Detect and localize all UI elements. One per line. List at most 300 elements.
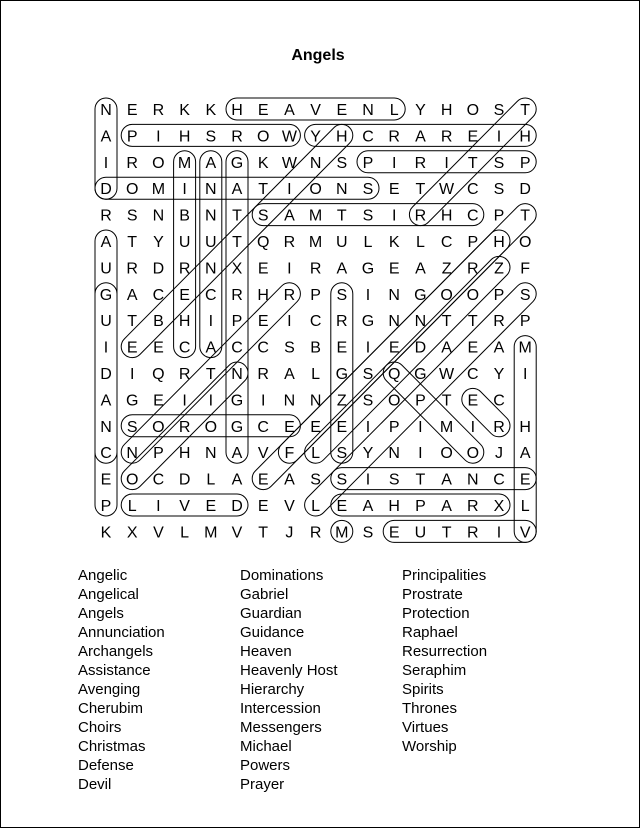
grid-letter: K — [100, 524, 112, 542]
grid-letter: G — [361, 260, 375, 278]
word-list-item: Guardian — [240, 605, 302, 622]
grid-letter: M — [308, 207, 323, 225]
grid-letter: B — [153, 313, 164, 331]
word-list-item: Defense — [78, 757, 134, 774]
grid-letter: T — [467, 313, 478, 331]
grid-letter: E — [179, 286, 190, 304]
grid-letter: A — [100, 392, 112, 410]
grid-letter: D — [231, 498, 243, 515]
grid-letter: E — [284, 418, 295, 436]
grid-letter: B — [310, 339, 321, 357]
word-list-column-2 — [240, 566, 410, 794]
grid-letter: I — [182, 181, 187, 199]
grid-letter: E — [336, 339, 348, 357]
grid-letter: R — [283, 286, 296, 304]
word-list-item: Thrones — [402, 700, 458, 717]
grid-letter: N — [467, 471, 479, 489]
word-list-item: Avenging — [78, 681, 141, 698]
grid-letter: U — [100, 313, 112, 331]
word-list-item: Cherubim — [78, 700, 144, 717]
grid-letter: M — [151, 181, 166, 199]
grid-letter: G — [230, 418, 244, 436]
grid-letter: K — [388, 234, 400, 251]
grid-letter: I — [103, 339, 109, 357]
grid-letter: P — [310, 286, 321, 304]
grid-letter: O — [204, 418, 218, 436]
word-list-item: Heaven — [240, 643, 292, 660]
grid-letter: R — [309, 524, 322, 542]
grid-letter: R — [414, 154, 427, 172]
grid-letter: M — [204, 524, 218, 542]
grid-letter: O — [152, 418, 165, 436]
grid-letter: V — [284, 498, 295, 515]
grid-letter: H — [519, 418, 531, 436]
grid-letter: O — [466, 445, 480, 463]
grid-letter: N — [388, 286, 400, 304]
grid-letter: A — [441, 339, 452, 357]
grid-letter: G — [361, 313, 375, 331]
grid-letter: M — [439, 418, 454, 436]
grid-letter: G — [230, 154, 244, 172]
grid-letter: Q — [387, 366, 401, 383]
grid-letter: V — [310, 102, 321, 119]
grid-letter: R — [126, 154, 138, 172]
grid-letter: V — [231, 524, 243, 542]
grid-letter: S — [284, 339, 295, 357]
grid-letter: C — [493, 392, 505, 410]
grid-letter: M — [308, 234, 323, 251]
grid-letter: P — [126, 128, 138, 146]
grid-letter: A — [519, 445, 531, 463]
grid-letter: E — [257, 313, 269, 331]
word-list-item: Annunciation — [78, 624, 165, 641]
grid-letter: H — [519, 128, 531, 146]
grid-letter: C — [467, 181, 479, 199]
grid-letter: F — [284, 445, 295, 463]
grid-letter: V — [257, 445, 269, 463]
grid-letter: P — [519, 313, 531, 331]
grid-letter: N — [283, 392, 296, 410]
grid-letter: E — [153, 339, 164, 357]
grid-letter: I — [260, 392, 266, 410]
grid-letter: R — [493, 418, 505, 436]
grid-letter: R — [178, 418, 191, 436]
grid-letter: I — [522, 366, 528, 383]
grid-letter: E — [336, 498, 348, 515]
grid-letter: G — [414, 366, 427, 383]
grid-letter: E — [257, 498, 269, 515]
grid-letter: A — [441, 498, 452, 515]
grid-letter: R — [336, 313, 348, 331]
grid-letter: O — [125, 471, 139, 489]
grid-letter: P — [415, 392, 426, 410]
grid-letter: D — [519, 181, 531, 199]
grid-letter: E — [257, 471, 269, 489]
grid-letter: J — [495, 445, 503, 463]
grid-letter: N — [126, 445, 138, 463]
grid-letter: I — [156, 128, 161, 146]
grid-letter: H — [231, 102, 243, 119]
grid-letter: N — [205, 181, 217, 199]
grid-letter: N — [309, 154, 322, 172]
grid-letter: W — [439, 181, 455, 199]
grid-letter: R — [100, 207, 112, 225]
grid-letter: C — [152, 471, 165, 489]
grid-letter: L — [311, 366, 321, 383]
grid-letter: R — [152, 102, 165, 119]
grid-letter: H — [178, 445, 191, 463]
grid-letter: N — [388, 445, 400, 463]
grid-letter: V — [179, 498, 190, 515]
grid-letter: T — [258, 181, 269, 199]
answer-ring — [300, 252, 515, 468]
grid-letter: C — [493, 471, 505, 489]
grid-letter: O — [387, 392, 401, 410]
grid-letter: Y — [362, 445, 374, 463]
grid-letter: E — [467, 339, 479, 357]
grid-letter: H — [178, 128, 191, 146]
grid-letter: I — [391, 154, 397, 172]
grid-letter: R — [493, 313, 505, 331]
grid-letter: A — [205, 154, 217, 172]
grid-letter: U — [205, 234, 217, 251]
grid-letter: H — [178, 313, 191, 331]
grid-letter: G — [125, 392, 139, 410]
grid-letter: T — [520, 102, 531, 119]
grid-letter: O — [518, 234, 532, 251]
grid-letter: N — [100, 102, 112, 119]
grid-letter: T — [232, 234, 242, 251]
grid-letter: C — [231, 339, 243, 357]
grid-letter: E — [100, 471, 112, 489]
grid-letter: S — [493, 181, 505, 199]
grid-letter: S — [388, 471, 400, 489]
grid-letter: U — [100, 260, 112, 278]
word-list-item: Virtues — [402, 719, 449, 736]
grid-letter: O — [466, 286, 480, 304]
grid-letter: E — [519, 471, 531, 489]
grid-letter: C — [178, 339, 191, 357]
grid-letter: L — [311, 498, 321, 515]
grid-letter: G — [230, 392, 244, 410]
grid-letter: T — [441, 392, 452, 410]
grid-letter: Q — [256, 234, 270, 251]
grid-letter: P — [100, 498, 112, 515]
grid-letter: E — [153, 392, 164, 410]
grid-letter: L — [520, 498, 530, 515]
word-list-item: Messengers — [240, 719, 322, 736]
grid-letter: R — [467, 524, 479, 542]
grid-letter: I — [365, 286, 371, 304]
grid-letter: O — [309, 181, 322, 199]
grid-letter: S — [362, 181, 374, 199]
grid-letter: V — [519, 524, 531, 542]
grid-letter: L — [180, 524, 190, 542]
grid-letter: A — [284, 366, 295, 383]
grid-letter: T — [205, 366, 216, 383]
grid-letter: A — [284, 207, 295, 225]
grid-letter: R — [126, 260, 138, 278]
grid-letter: E — [126, 102, 138, 119]
grid-letter: P — [493, 207, 505, 225]
grid-letter: S — [336, 445, 348, 463]
grid-letter: P — [467, 234, 479, 251]
grid-letter: O — [440, 445, 453, 463]
word-list-item: Angelical — [78, 586, 139, 603]
grid-letter: U — [336, 234, 348, 251]
page-title: Angels — [291, 47, 345, 64]
grid-letter: M — [177, 154, 192, 172]
word-list-item: Seraphim — [402, 662, 467, 679]
word-list-column-3 — [402, 566, 572, 756]
grid-letter: V — [153, 524, 164, 542]
grid-letter: I — [287, 181, 292, 199]
grid-letter: R — [440, 128, 453, 146]
grid-letter: G — [99, 286, 113, 304]
grid-letter: N — [205, 207, 217, 225]
grid-letter: C — [309, 313, 322, 331]
grid-letter: C — [205, 286, 217, 304]
grid-letter: Y — [415, 102, 426, 119]
grid-letter: B — [179, 207, 190, 225]
word-list-item: Choirs — [78, 719, 122, 736]
grid-letter: H — [388, 498, 400, 515]
grid-letter: I — [391, 207, 397, 225]
grid-letter: R — [178, 260, 191, 278]
grid-letter: R — [257, 366, 269, 383]
grid-letter: I — [444, 154, 449, 172]
grid-letter: U — [414, 524, 427, 542]
grid-letter: R — [231, 128, 243, 146]
grid-letter: A — [100, 128, 112, 146]
grid-letter: E — [467, 392, 479, 410]
grid-letter: T — [127, 234, 138, 251]
grid-letter: I — [418, 418, 423, 436]
grid-letters — [100, 102, 532, 541]
grid-letter: X — [231, 260, 243, 278]
grid-letter: R — [178, 366, 191, 383]
grid-letter: T — [415, 471, 426, 489]
grid-letter: E — [310, 418, 321, 436]
grid-letter: S — [336, 471, 348, 489]
word-list-item: Hierarchy — [240, 681, 305, 698]
grid-letter: E — [126, 339, 138, 357]
grid-letter: C — [152, 286, 165, 304]
grid-letter: R — [467, 260, 479, 278]
grid-letter: I — [287, 313, 292, 331]
grid-letter: S — [310, 471, 321, 489]
grid-letter: M — [518, 339, 532, 357]
word-list-item: Principalities — [402, 567, 487, 584]
grid-letter: A — [100, 234, 112, 251]
grid-letter: T — [467, 154, 478, 172]
grid-letter: D — [152, 260, 165, 278]
grid-letter: A — [415, 128, 426, 146]
grid-letter: P — [493, 286, 505, 304]
grid-letter: T — [127, 313, 138, 331]
grid-letter: C — [467, 366, 479, 383]
word-list-item: Angels — [78, 605, 124, 622]
word-list-item: Protection — [402, 605, 470, 622]
grid-letter: S — [362, 524, 374, 542]
grid-letter: L — [389, 102, 399, 119]
grid-letter: I — [470, 418, 476, 436]
grid-letter: N — [388, 313, 400, 331]
grid-letter: Q — [152, 366, 165, 383]
grid-letter: S — [362, 392, 374, 410]
grid-letter: H — [440, 207, 453, 225]
word-list-item: Angelic — [78, 567, 128, 584]
grid-letter: I — [496, 524, 502, 542]
grid-letter: I — [287, 260, 292, 278]
grid-letter: D — [100, 181, 112, 199]
word-list-item: Resurrection — [402, 643, 488, 660]
grid-letter: A — [231, 471, 243, 489]
grid-letter: O — [125, 181, 139, 199]
word-list-item: Heavenly Host — [240, 662, 338, 679]
grid-letter: C — [440, 234, 453, 251]
grid-letter: T — [415, 181, 426, 199]
word-list-item: Guidance — [240, 624, 305, 641]
grid-letter: T — [441, 524, 452, 542]
grid-letter: K — [205, 102, 217, 119]
grid-letter: R — [309, 260, 322, 278]
word-list-item: Powers — [240, 757, 291, 774]
grid-letter: G — [414, 286, 427, 304]
grid-letter: I — [103, 154, 109, 172]
grid-letter: R — [231, 286, 243, 304]
grid-letter: D — [178, 471, 191, 489]
grid-letter: I — [129, 366, 135, 383]
grid-letter: N — [336, 181, 348, 199]
grid-letter: I — [418, 445, 423, 463]
grid-letter: S — [205, 128, 217, 146]
grid-letter: W — [439, 366, 455, 383]
word-list-item: Intercession — [240, 700, 321, 717]
grid-letter: Z — [494, 260, 504, 278]
grid-letter: O — [152, 154, 165, 172]
word-list-item: Prostrate — [402, 586, 463, 603]
word-list-item: Archangels — [78, 643, 154, 660]
grid-letter: C — [257, 339, 269, 357]
grid-letter: A — [284, 102, 295, 119]
grid-letter: A — [493, 339, 505, 357]
grid-letter: K — [257, 154, 269, 172]
grid-letter: S — [126, 418, 138, 436]
grid-letter: E — [257, 260, 269, 278]
grid-letter: I — [496, 128, 502, 146]
grid-letter: E — [257, 102, 269, 119]
word-list-item: Worship — [402, 738, 457, 755]
grid-letter: I — [208, 313, 214, 331]
grid-letter: U — [178, 234, 191, 251]
answer-ring — [331, 468, 536, 490]
grid-letter: A — [126, 286, 138, 304]
grid-letter: E — [467, 128, 479, 146]
grid-letter: Z — [441, 260, 452, 278]
grid-letter: A — [362, 498, 374, 515]
grid-letter: I — [365, 418, 371, 436]
grid-letter: N — [231, 366, 243, 383]
grid-letter: A — [231, 445, 243, 463]
word-list-item: Raphael — [402, 624, 458, 641]
grid-letter: E — [388, 339, 400, 357]
word-list-item: Spirits — [402, 681, 444, 698]
grid-letter: S — [362, 207, 374, 225]
grid-letter: N — [205, 260, 217, 278]
grid-letter: H — [336, 128, 348, 146]
grid-letter: P — [388, 418, 400, 436]
grid-letter: A — [231, 181, 243, 199]
grid-letter: A — [336, 260, 348, 278]
grid-letter: Z — [336, 392, 347, 410]
answer-ring — [457, 384, 514, 442]
grid-letter: P — [519, 154, 531, 172]
grid-letter: I — [365, 339, 371, 357]
grid-letter: O — [256, 128, 270, 146]
grid-letter: W — [281, 154, 297, 172]
grid-letter: M — [335, 524, 349, 542]
grid-letter: N — [100, 418, 112, 436]
grid-letter: E — [336, 418, 348, 436]
grid-letter: E — [336, 102, 348, 119]
grid-letter: D — [100, 366, 112, 383]
word-list-column-1 — [78, 566, 248, 794]
grid-letter: E — [388, 181, 400, 199]
grid-letter: T — [520, 207, 531, 225]
grid-letter: H — [440, 102, 453, 119]
grid-letter: A — [284, 471, 295, 489]
grid-letter: T — [258, 524, 269, 542]
grid-letter: S — [336, 154, 348, 172]
grid-letter: W — [281, 128, 297, 146]
grid-letter: S — [493, 154, 505, 172]
grid-letter: T — [336, 207, 347, 225]
grid-letter: E — [388, 524, 400, 542]
grid-letter: H — [257, 286, 269, 304]
grid-letter: A — [415, 260, 426, 278]
grid-letter: Y — [310, 128, 321, 146]
grid-letter: N — [362, 102, 374, 119]
grid-letter: D — [414, 339, 427, 357]
grid-letter: I — [208, 392, 214, 410]
grid-letter: R — [467, 498, 479, 515]
grid-letter: I — [182, 392, 187, 410]
grid-letter: S — [493, 102, 505, 119]
grid-letter: H — [493, 234, 505, 251]
grid-letter: T — [232, 207, 242, 225]
grid-letter: A — [205, 339, 217, 357]
grid-letter: N — [309, 392, 322, 410]
grid-letter: I — [156, 498, 161, 515]
grid-letter: L — [311, 445, 321, 463]
grid-letter: A — [441, 471, 452, 489]
grid-letter: C — [467, 207, 479, 225]
grid-letter: S — [257, 207, 269, 225]
grid-letter: X — [126, 524, 138, 542]
grid-letter: S — [126, 207, 138, 225]
grid-letter: P — [362, 154, 374, 172]
word-list-item: Prayer — [240, 776, 285, 793]
grid-letter: N — [152, 207, 165, 225]
grid-letter: C — [362, 128, 374, 146]
grid-letter: S — [519, 286, 531, 304]
grid-letter: Y — [493, 366, 505, 383]
grid-letter: E — [388, 260, 400, 278]
grid-letter: P — [153, 445, 164, 463]
word-list-item: Assistance — [78, 662, 151, 679]
grid-letter: C — [257, 418, 269, 436]
